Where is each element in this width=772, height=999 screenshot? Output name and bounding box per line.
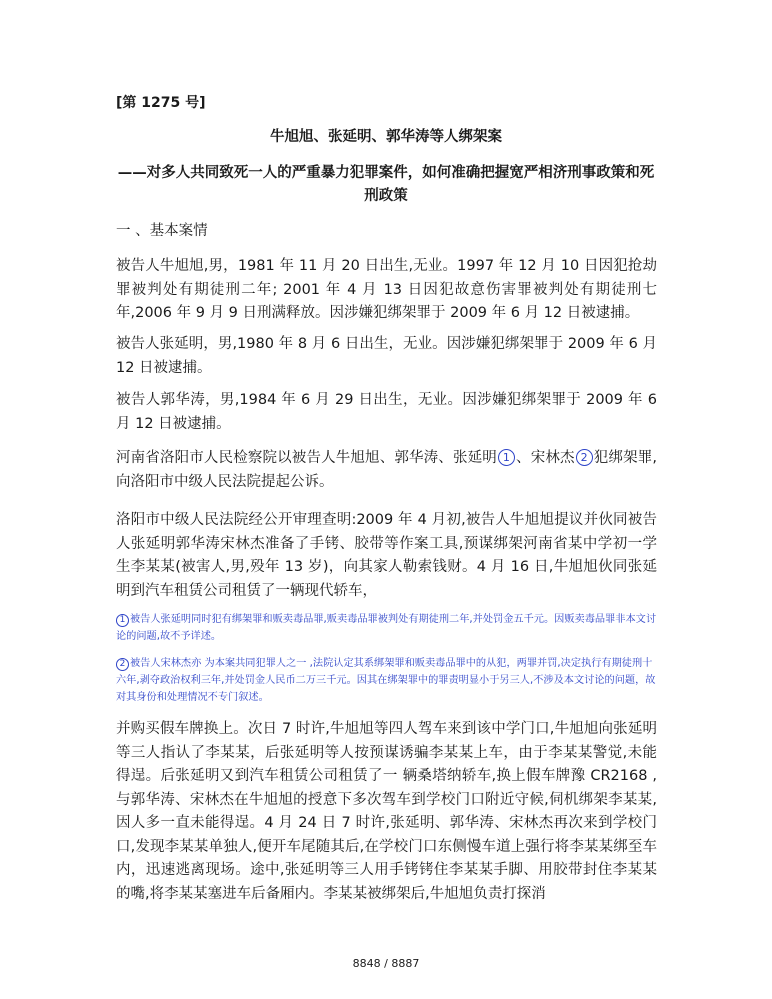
footnote-ref-1[interactable]: 1 [498, 449, 515, 466]
paragraph-defendant-niu: 被告人牛旭旭,男，1981 年 11 月 20 日出生,无业。1997 年 12 月 10 日因犯抢劫罪被判处有期徒刑二年; 2001 年 4 月 13 日因犯故意伤害罪被判处有期徒刑七年,2006 年 9 月 9 日刑满释放。因涉嫌犯绑架罪于 2009 年 6 月 12 日被逮捕。 [116, 258, 657, 321]
footnote-2 [116, 655, 657, 706]
footnote-1-marker: 1 [116, 614, 129, 627]
prosecution-text-b: 、宋林杰 [515, 450, 575, 466]
prosecution-text-a: 河南省洛阳市人民检察院以被告人牛旭旭、郭华涛、张延明 [116, 450, 497, 466]
paragraph-prosecution [116, 447, 657, 494]
case-subtitle: ——对多人共同致死一人的严重暴力犯罪案件，如何准确把握宽严相济刑事政策和死刑政策 [117, 165, 655, 204]
paragraph-facts-continued: 并购买假车牌换上。次日 7 时许,牛旭旭等四人驾车来到该中学门口,牛旭旭向张延明等三人指认了李某某，后张延明等人按预谋诱骗李某某上车，由于李某某警觉,未能得逞。后张延明又到汽车租赁公司租赁了一 辆桑塔纳轿车,换上假车牌豫 CR2168 ,与郭华涛、宋林杰在牛旭旭的授意下多次驾车到学校门口附近守候,伺机绑架李某某,因人多一直未能得逞。4 月 24 日 7 时许,张延明、郭华涛、宋林杰再次来到学校门口,发现李某某单独人,便开车尾随其后,在学校门口东侧慢车道上强行将李某某绑至车内，迅速逃离现场。途中,张延明等三人用手铐铐住李某某手脚、用胶带封住李某某的嘴,将李某某塞进车后备厢内。李某某被绑架后,牛旭旭负责打探消 [116, 721, 657, 902]
footnote-2-text: 被告人宋林杰亦 为本案共同犯罪人之一 ,法院认定其系绑架罪和贩卖毒品罪中的从犯，两罪并罚,决定执行有期徒刑十六年,剥夺政治权利三年,并处罚金人民币二万三千元。因其在绑架罪中的罪责明显小于另三人,不涉及本文讨论的问题，故对其身份和处理情况不专门叙述。 [116, 658, 656, 703]
section-heading: 一 、基本案情 [116, 223, 208, 239]
footnote-1-text: 被告人张延明同时犯有绑架罪和贩卖毒品罪,贩卖毒品罪被判处有期徒刑二年,并处罚金五千元。因贩卖毒品罪非本文讨论的问题,故不予详述。 [116, 614, 657, 642]
case-title: 牛旭旭、张延明、郭华涛等人绑架案 [270, 129, 502, 145]
paragraph-facts: 洛阳市中级人民法院经公开审理查明:2009 年 4 月初,被告人牛旭旭提议并伙同被告人张延明郭华涛宋林杰准备了手铐、胶带等作案工具,预谋绑架河南省某中学初一学生李某某(被害人,男,殁年 13 岁)，向其家人勒索钱财。4 月 16 日,牛旭旭伙同张延明到汽车租赁公司租赁了一辆现代轿车， [116, 512, 657, 599]
paragraph-defendant-guo: 被告人郭华涛，男,1984 年 6 月 29 日出生，无业。因涉嫌犯绑架罪于 2009 年 6 月 12 日被逮捕。 [116, 392, 657, 432]
case-number: [第 1275 号] [116, 95, 206, 111]
page-number: 8848 / 8887 [352, 957, 420, 970]
footnote-ref-2[interactable]: 2 [576, 449, 593, 466]
footnote-1 [116, 611, 657, 645]
prosecution-text-c: 犯绑架罪,向洛阳市中级人民法院提起公诉。 [116, 450, 658, 490]
footnote-2-marker: 2 [116, 658, 129, 671]
paragraph-defendant-zhang: 被告人张延明，男,1980 年 8 月 6 日出生，无业。因涉嫌犯绑架罪于 2009 年 6 月 12 日被逮捕。 [116, 336, 657, 376]
